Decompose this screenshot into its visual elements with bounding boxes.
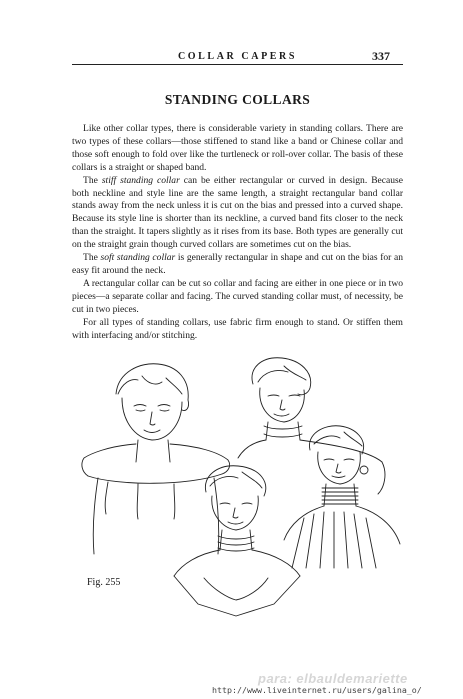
figure-caption: Fig. 255	[87, 577, 121, 588]
header-rule	[72, 64, 403, 65]
sketch-figure-left	[82, 364, 230, 554]
paragraph-intro	[72, 123, 403, 175]
body-text	[72, 123, 403, 342]
paragraph-rectangular-collar	[72, 278, 403, 317]
section-title: STANDING COLLARS	[164, 92, 311, 107]
term-stiff-standing-collar: stiff standing collar	[101, 174, 180, 186]
paragraph-stiff-collar	[72, 175, 403, 252]
page-number: 337	[372, 49, 390, 63]
sketch-figure-center	[174, 466, 300, 616]
paragraph-stiff-text: can be either rectangular or curved in design. Because both neckline and style line are the same length, a straight rectangular band collar stands away from the neck unless it is cut on the bias and pressed into a curved shape. Because its style line is shorter than its neckline, a curved band fits closer to the neck than the straight. It tapers slightly as it rises from its base. Both types are generally cut on the straight grain though curved collars are sometimes cut on the bias.	[72, 174, 403, 251]
paragraph-soft-text: is generally rectangular in shape and cut on the bias for an easy fit around the neck.	[72, 252, 403, 276]
running-head-title: COLLAR CAPERS	[177, 51, 298, 62]
term-soft-standing-collar: soft standing collar	[100, 252, 176, 264]
paragraph-intro-text: Like other collar types, there is considerable variety in standing collars. There are two types of these collars—those stiffened to stand like a band or Chinese collar and those soft enough to fold over like the turtleneck or roll-over collar. The basis of these collars is a straight or shaped band.	[72, 123, 403, 173]
footer-url-link[interactable]: http://www.liveinternet.ru/users/galina_o/	[212, 685, 422, 695]
paragraph-fabric-text: For all types of standing collars, use fabric firm enough to stand. Or stiffen them with interfacing and/or stitching.	[72, 316, 403, 341]
paragraph-rectangular-text: A rectangular collar can be cut so collar and facing are either in one piece or in two pieces—a separate collar and facing. The curved standing collar must, of necessity, be cut in two pieces.	[72, 277, 403, 315]
paragraph-fabric	[72, 317, 403, 343]
standing-collar-sketches-icon	[78, 354, 408, 619]
paragraph-soft-collar	[72, 252, 403, 278]
paragraph-lead: The	[83, 174, 102, 186]
watermark-label: para: elbauldemariette	[258, 671, 408, 686]
paragraph-lead: The	[83, 252, 101, 264]
